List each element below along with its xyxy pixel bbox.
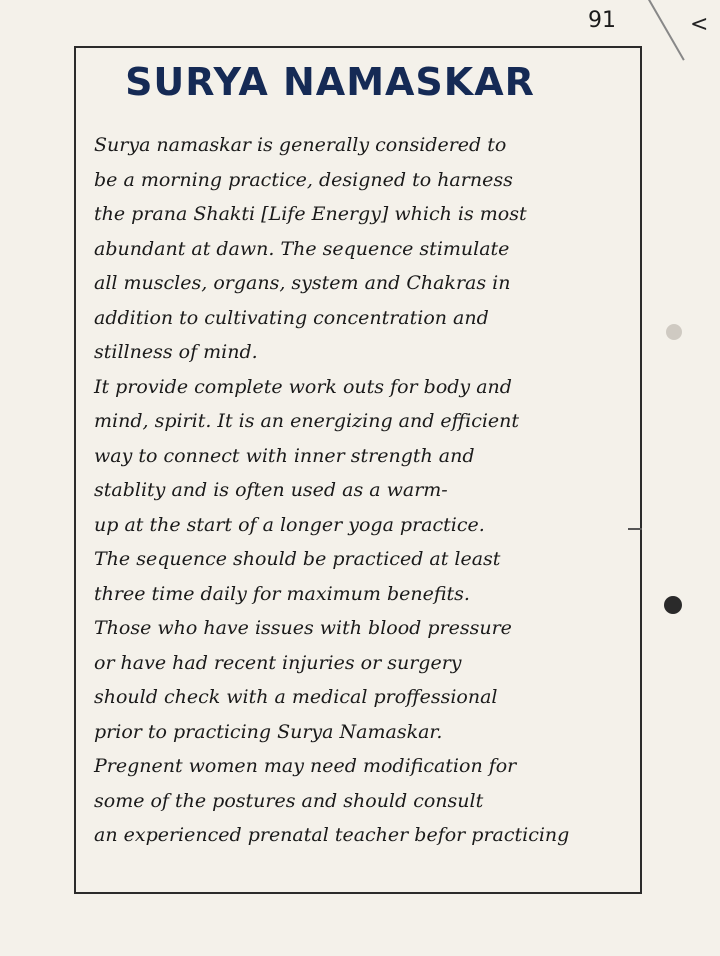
text-line: It provide complete work outs for body and [94,375,512,398]
text-line: or have had recent injuries or surgery [94,651,462,674]
page-number: 91 [588,8,616,33]
binder-hole [666,324,682,340]
text-line: an experienced prenatal teacher befor practicing [94,824,570,846]
text-line: addition to cultivating concentration and [94,306,489,329]
text-line: the prana Shakti [Life Energy] which is most [94,203,527,225]
text-line: three time daily for maximum benefits. [94,582,470,605]
text-line: way to connect with inner strength and [94,444,475,467]
text-line: The sequence should be practiced at least [94,548,501,570]
text-line: Those who have issues with blood pressure [94,617,512,639]
text-line: should check with a medical proffessional [94,686,498,708]
text-line: mind, spirit. It is an energizing and efficient [94,410,520,432]
text-line: some of the postures and should consult [94,789,484,812]
text-line: prior to practicing Surya Namaskar. [94,720,443,743]
page-title: SURYA NAMASKAR [125,60,535,104]
text-line: stillness of mind. [94,341,258,363]
text-line: be a morning practice, designed to harness [94,168,513,191]
text-line: stablity and is often used as a warm- [94,479,448,501]
text-line: Pregnent women may need modification for [94,755,517,777]
text-line: Surya namaskar is generally considered to [94,134,507,156]
binder-hole [664,596,682,614]
text-line: all muscles, organs, system and Chakras in [94,272,511,294]
text-line: abundant at dawn. The sequence stimulate [94,237,510,260]
handwritten-text [94,128,642,853]
edge-mark: < [690,12,709,37]
text-line: up at the start of a longer yoga practice. [94,513,485,536]
page-edge-line [648,0,685,61]
margin-tick [628,528,642,530]
